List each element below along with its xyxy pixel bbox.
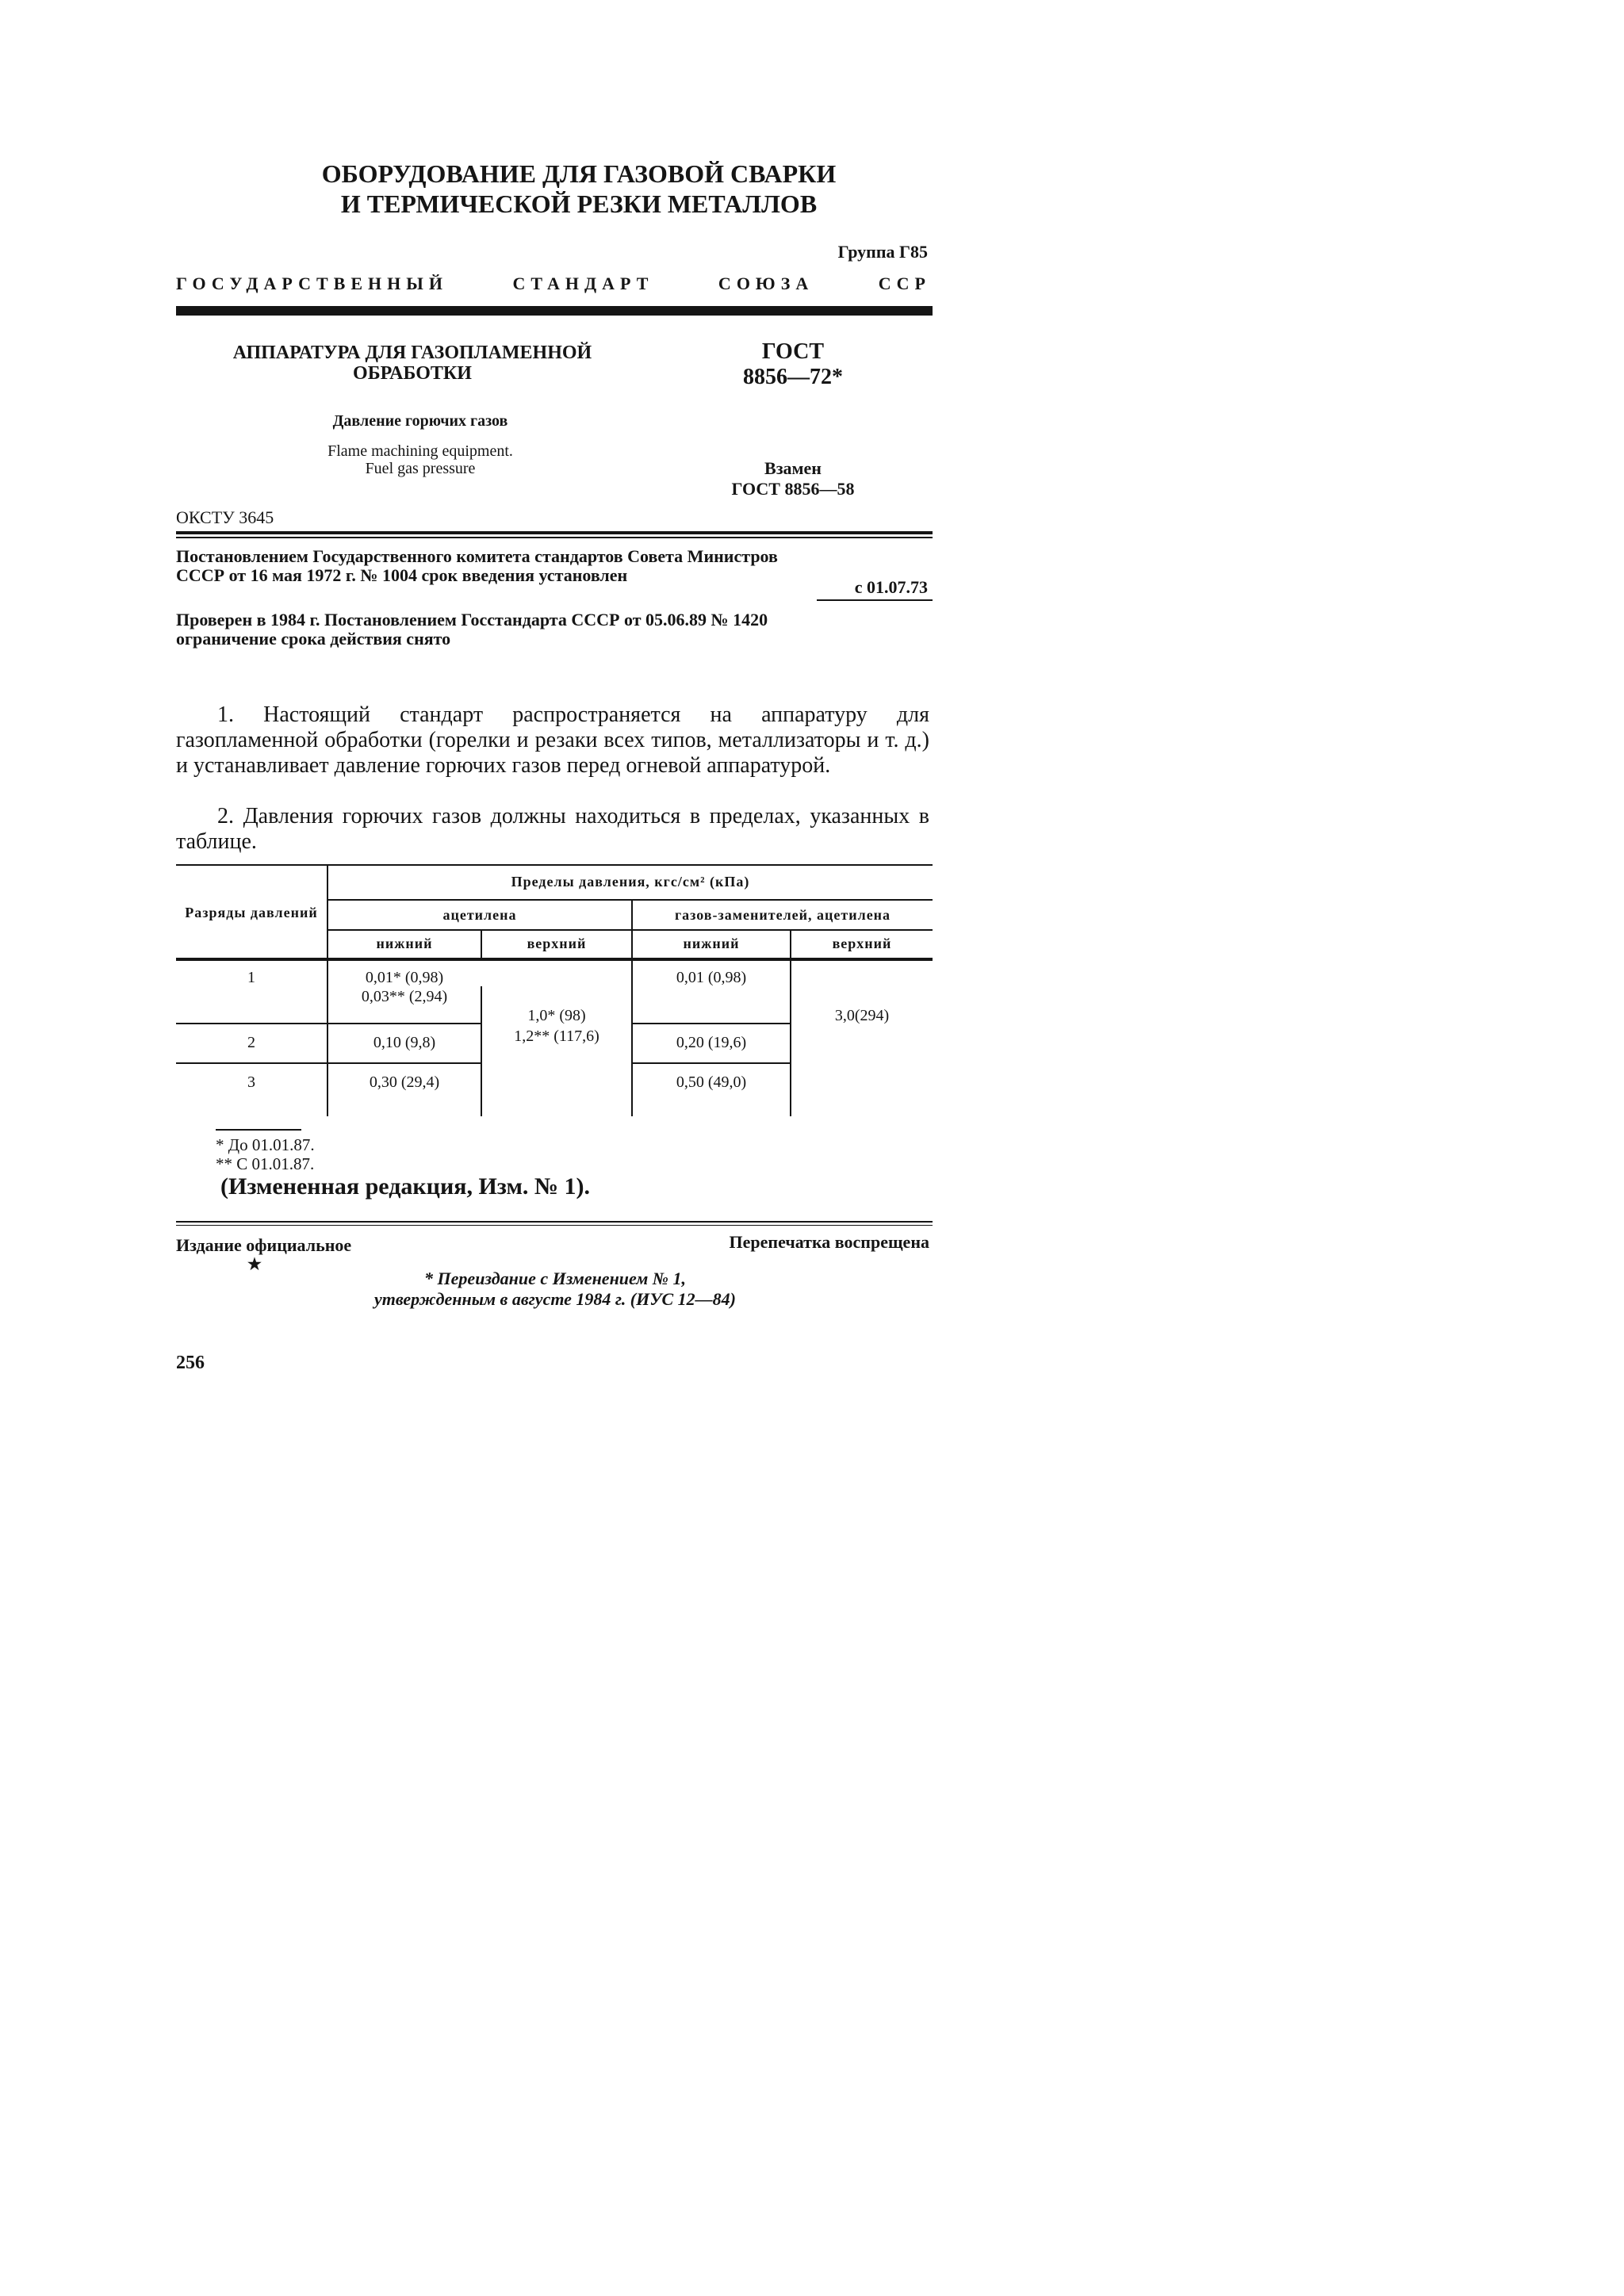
standard-banner: ГОСУДАРСТВЕННЫЙ СТАНДАРТ СОЮЗА ССР <box>176 274 931 293</box>
header-pressure-limits: Пределы давления, кгс/см² (кПа) <box>511 874 750 890</box>
header-acetylene: ацетилена <box>442 907 517 923</box>
table-header-rule-1 <box>328 899 933 901</box>
table-col-divider-ac-merged <box>481 986 482 1116</box>
star-icon: ★ <box>247 1256 262 1273</box>
table-cell-sub-lower: 0,01 (0,98) <box>676 969 747 986</box>
footer-rule-bottom <box>176 1225 933 1226</box>
table-cell-ac-lower: 0,03** (2,94) <box>361 988 448 1005</box>
header-sub-upper: верхний <box>832 936 892 951</box>
table-row-rule-1a <box>176 1023 481 1024</box>
table-cell-sub-upper: 3,0(294) <box>834 1007 890 1024</box>
gost-designation <box>698 339 888 390</box>
amendment-note: (Измененная редакция, Изм. № 1). <box>220 1173 591 1200</box>
subtitle-en-line1: Flame machining equipment. <box>327 442 513 460</box>
footnote-2: ** С 01.01.87. <box>216 1154 315 1173</box>
footnote-1: * До 01.01.87. <box>216 1135 315 1154</box>
table-row-rule-2a <box>176 1062 481 1064</box>
effective-date: с 01.07.73 <box>854 577 928 597</box>
subtitle-en <box>262 442 579 477</box>
gost-label: ГОСТ <box>761 339 825 364</box>
header-ac-lower: нижний <box>376 936 433 951</box>
reissue-line1: * Переиздание с Изменением № 1, <box>424 1269 686 1288</box>
gost-number: 8856—72* <box>743 365 843 389</box>
table-cell-rank: 2 <box>247 1034 255 1051</box>
footnote-rule <box>216 1129 301 1131</box>
page-number: 256 <box>176 1353 205 1373</box>
header-rank: Разряды давлений <box>185 905 318 920</box>
table-cell-sub-lower: 0,20 (19,6) <box>676 1034 747 1051</box>
replaces-note <box>698 458 888 499</box>
header-ac-upper: верхний <box>527 936 587 951</box>
table-cell-sub-lower: 0,50 (49,0) <box>676 1073 747 1091</box>
header-substitutes: газов-заменителей, ацетилена <box>674 907 891 923</box>
decree-line1: Постановлением Государственного комитета стандартов Совета Министров <box>176 546 778 566</box>
document-title-line1: АППАРАТУРА ДЛЯ ГАЗОПЛАМЕННОЙ <box>232 342 592 363</box>
title-rule-double-bottom <box>176 537 933 538</box>
table-cell-ac-lower: 0,30 (29,4) <box>369 1073 440 1091</box>
group-label: Группа Г85 <box>837 242 928 262</box>
table-top-rule <box>176 864 933 866</box>
verified-note <box>176 610 937 649</box>
header-sub-lower: нижний <box>683 936 740 951</box>
banner-rule-thick <box>176 306 933 316</box>
table-cell-ac-upper: 1,0* (98) <box>527 1007 586 1024</box>
footer-rule-top <box>176 1221 933 1223</box>
decree-line2: СССР от 16 мая 1972 г. № 1004 срок введения установлен <box>176 565 628 585</box>
replaces-label: Взамен <box>764 458 822 478</box>
table-cell-ac-upper: 1,2** (117,6) <box>514 1027 599 1045</box>
subtitle-ru: Давление горючих газов <box>332 412 508 430</box>
table-cell-ac-lower: 0,10 (9,8) <box>373 1034 436 1051</box>
reprint-prohibited: Перепечатка воспрещена <box>729 1232 929 1252</box>
verified-line1: Проверен в 1984 г. Постановлением Госстандарта СССР от 05.06.89 № 1420 <box>176 610 768 629</box>
paragraph-2: 2. Давления горючих газов должны находиться в пределах, указанных в таблице. <box>176 804 929 854</box>
oksty-code: ОКСТУ 3645 <box>176 507 274 527</box>
table-row-rule-2b <box>633 1062 790 1064</box>
document-title <box>190 342 634 384</box>
official-edition: Издание официальное <box>176 1235 352 1255</box>
verified-line2: ограничение срока действия снято <box>176 629 451 649</box>
effective-date-rule <box>817 599 933 601</box>
table-row-rule-1b <box>633 1023 790 1024</box>
table-header-rule-2 <box>328 929 933 931</box>
reissue-line2: утвержденным в августе 1984 г. (ИУС 12—84) <box>373 1289 737 1309</box>
table-cell-rank: 3 <box>247 1073 255 1091</box>
replaces-standard: ГОСТ 8856—58 <box>731 479 855 499</box>
reissue-note <box>301 1269 809 1310</box>
table-cell-rank: 1 <box>247 969 255 986</box>
title-rule-double-top <box>176 531 933 534</box>
header-title-line1: ОБОРУДОВАНИЕ ДЛЯ ГАЗОВОЙ СВАРКИ <box>321 159 837 188</box>
table-header-bottom-rule <box>176 958 933 961</box>
header-title <box>230 159 928 219</box>
table-cell-ac-lower: 0,01* (0,98) <box>365 969 444 986</box>
document-title-line2: ОБРАБОТКИ <box>353 363 472 384</box>
paragraph-1: 1. Настоящий стандарт распространяется на аппаратуру для газопламенной обработки (горелки и резаки всех типов, металлизаторы и т. д.) и устанавливает давление горючих газов перед огневой аппаратурой. <box>176 702 929 778</box>
header-title-line2: И ТЕРМИЧЕСКОЙ РЕЗКИ МЕТАЛЛОВ <box>340 189 818 218</box>
subtitle-en-line2: Fuel gas pressure <box>365 460 476 477</box>
